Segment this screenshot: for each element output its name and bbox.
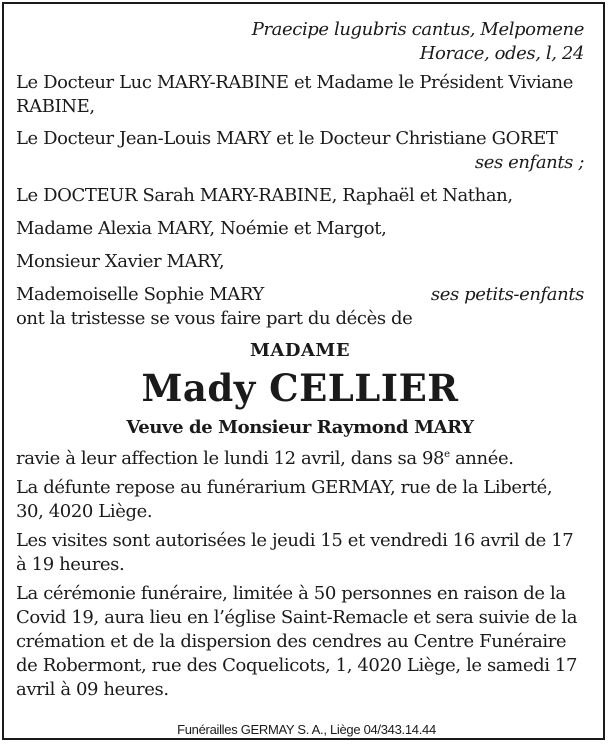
family-line-3: Le DOCTEUR Sarah MARY-RABINE, Raphaël et Nathan, (16, 185, 513, 206)
epigraph-quote: Praecipe lugubris cantus, Melpomene (251, 19, 584, 40)
widow-of: Veuve de Monsieur Raymond MARY (126, 417, 474, 438)
children-label: ses enfants ; (474, 152, 584, 173)
family-line-5: Monsieur Xavier MARY, (16, 251, 225, 272)
death-details (16, 447, 584, 471)
epigraph (16, 18, 584, 66)
visits-details: Les visites sont autorisées le jeudi 15 et vendredi 16 avril de 17 à 19 heures. (16, 530, 574, 575)
deceased-title: MADAME (249, 340, 351, 361)
death-details-sup: e (444, 449, 450, 460)
family-line-1: Le Docteur Luc MARY-RABINE et Madame le Président Viviane RABINE, (16, 72, 573, 117)
epigraph-source: Horace, odes, l, 24 (419, 43, 584, 64)
funeral-home-footer: Funérailles GERMAY S. A., Liège 04/343.14.44 (177, 722, 436, 737)
family-line-6-row (16, 283, 584, 307)
obituary-notice (16, 18, 584, 702)
repose-details: La défunte repose au funérarium GERMAY, rue de la Liberté, 30, 4020 Liège. (16, 477, 553, 522)
announcement: ont la tristesse se vous faire part du décès de (16, 308, 413, 329)
ceremony-details: La cérémonie funéraire, limitée à 50 personnes en raison de la Covid 19, aura lieu en l’église Saint-Remacle et sera suivie de la crémation et de la dispersion des cendres au Centre Funéraire de Robermont, rue des Coquelicots, 1, 4020 Liège, le samedi 17 avril à 09 heures. (16, 583, 578, 700)
family-line-4: Madame Alexia MARY, Noémie et Margot, (16, 218, 387, 239)
grandchildren-label: ses petits-enfants (430, 284, 584, 305)
death-details-post: année. (449, 448, 514, 469)
death-details-pre: ravie à leur affection le lundi 12 avril, dans sa 98 (16, 448, 445, 469)
deceased-name: Mady CELLIER (141, 366, 459, 410)
family-line-6: Mademoiselle Sophie MARY (16, 284, 264, 305)
family-line-2: Le Docteur Jean-Louis MARY et le Docteur Christiane GORET (16, 128, 558, 149)
